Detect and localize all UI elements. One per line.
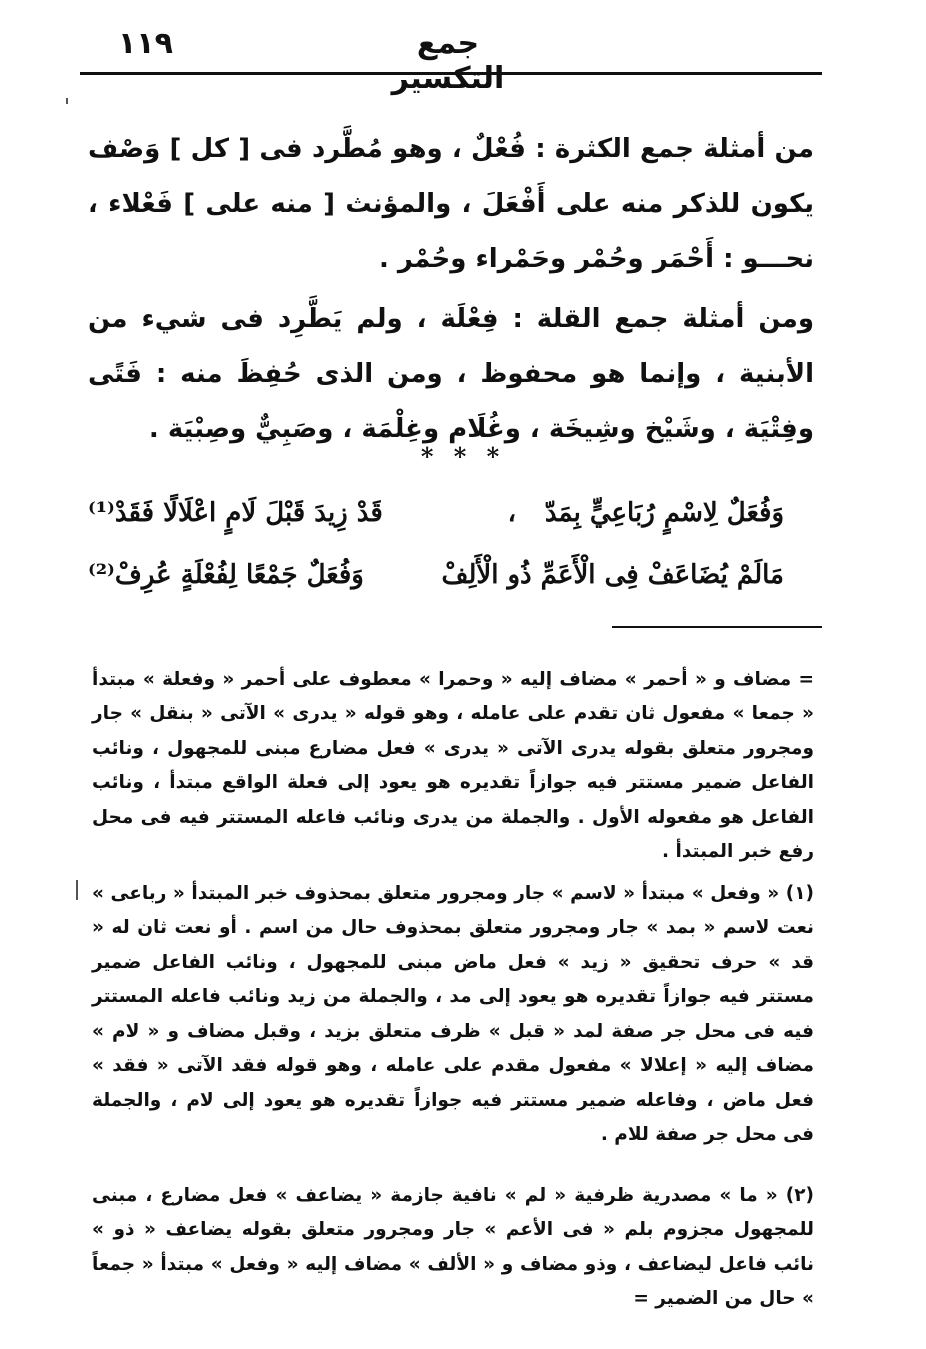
verse-line-2 xyxy=(88,560,814,600)
footnote-continuation: = مضاف و « أحمر » مضاف إليه « وحمرا » معطوف على أحمر « وفعلة » مبتدأ « جمعا » مفعول ثان تقدم على عامله ، وهو قوله « يدرى » الآتى « بنقل » جار ومجرور متعلق بقوله يدرى الآتى « يدرى » فعل مضارع مبنى للمجهول ، ونائب الفاعل ضمير مستتر فيه جوازاً تقديره هو يعود إلى فعلة الواقع مبتدأ ، ونائب الفاعل هو مفعوله الأول . والجملة من يدرى ونائب فاعله المستتر فيه فى محل رفع خبر المبتدأ . xyxy=(92,668,814,862)
page-number: ١١٩ xyxy=(118,26,173,61)
verse-2-second-hemistich: وَفُعَلٌ جَمْعًا لِفُعْلَةٍ عُرِفْ⁽²⁾ xyxy=(88,560,364,590)
page-header xyxy=(80,22,822,96)
verse-1-divider: ، xyxy=(507,498,516,528)
footnote-1: (١) « وفعل » مبتدأ « لاسم » جار ومجرور متعلق بمحذوف خبر المبتدأ « رباعى » نعت لاسم « بمد » جار ومجرور متعلق بمحذوف حال من اسم . أو نعت ثان له « قد » حرف تحقيق « زيد » فعل ماض مبنى للمجهول ، ونائب الفاعل ضمير مستتر فيه جوازاً تقديره هو يعود إلى مد ، والجملة من زيد ونائب فاعله المستتر فيه فى محل جر صفة لمد « قبل » ظرف متعلق بزيد ، وقبل مضاف و « لام » مضاف إليه « إعلالا » مفعول مقدم على عامله ، وهو قوله فقد الآتى « فقد » فعل ماض ، وفاعله ضمير مستتر فيه جوازاً تقديره هو يعود إلى لام ، والجملة فى محل جر صفة للام . xyxy=(92,882,814,1145)
body-paragraph-plural-of-paucity: ومن أمثلة جمع القلة : فِعْلَة ، ولم يَطَّرِد فى شيء من الأبنية ، وإنما هو محفوظ ، ومن الذى حُفِظَ منه : فَتًى وفِتْيَة ، وشَيْخ وشِيخَة ، وغُلَام وغِلْمَة ، وصَبِيٌّ وصِبْيَة . xyxy=(88,304,814,444)
scan-speck xyxy=(76,880,78,900)
footnotes-rule xyxy=(612,626,822,628)
verse-1-first-hemistich: وَفُعَلٌ لِاسْمٍ رُبَاعِيٍّ بِمَدّ xyxy=(544,498,784,528)
footnote-2: (٢) « ما » مصدرية ظرفية « لم » نافية جازمة « يضاعف » فعل مضارع ، مبنى للمجهول مجزوم بلم « فى الأعم » جار ومجرور متعلق بقوله يضاعف « ذو » نائب فاعل ليضاعف ، وذو مضاف و « الألف » مضاف إليه « وفعل » مبتدأ « جمعاً » حال من الضمير = xyxy=(92,1184,814,1309)
verse-2-first-hemistich: مَالَمْ يُضَاعَفْ فِى الْأَعَمِّ ذُو الْأَلِفْ xyxy=(441,560,784,590)
verse-1-second-hemistich: قَدْ زِيدَ قَبْلَ لَامٍ اعْلَالًا فَقَدْ⁽¹⁾ xyxy=(88,498,383,528)
running-title: جمع التكسير xyxy=(391,26,505,96)
header-rule xyxy=(80,72,822,75)
scan-speck xyxy=(66,98,68,104)
verse-line-1 xyxy=(88,498,814,538)
section-separator: * * * xyxy=(420,442,506,471)
body-paragraph-plural-of-abundance: من أمثلة جمع الكثرة : فُعْلٌ ، وهو مُطَّرد فى [ كل ] وَصْف يكون للذكر منه على أَفْعَلَ ، والمؤنث [ منه على ] فَعْلاء ، نحـــو : أَحْمَر وحُمْر وحَمْراء وحُمْر . xyxy=(88,134,814,274)
